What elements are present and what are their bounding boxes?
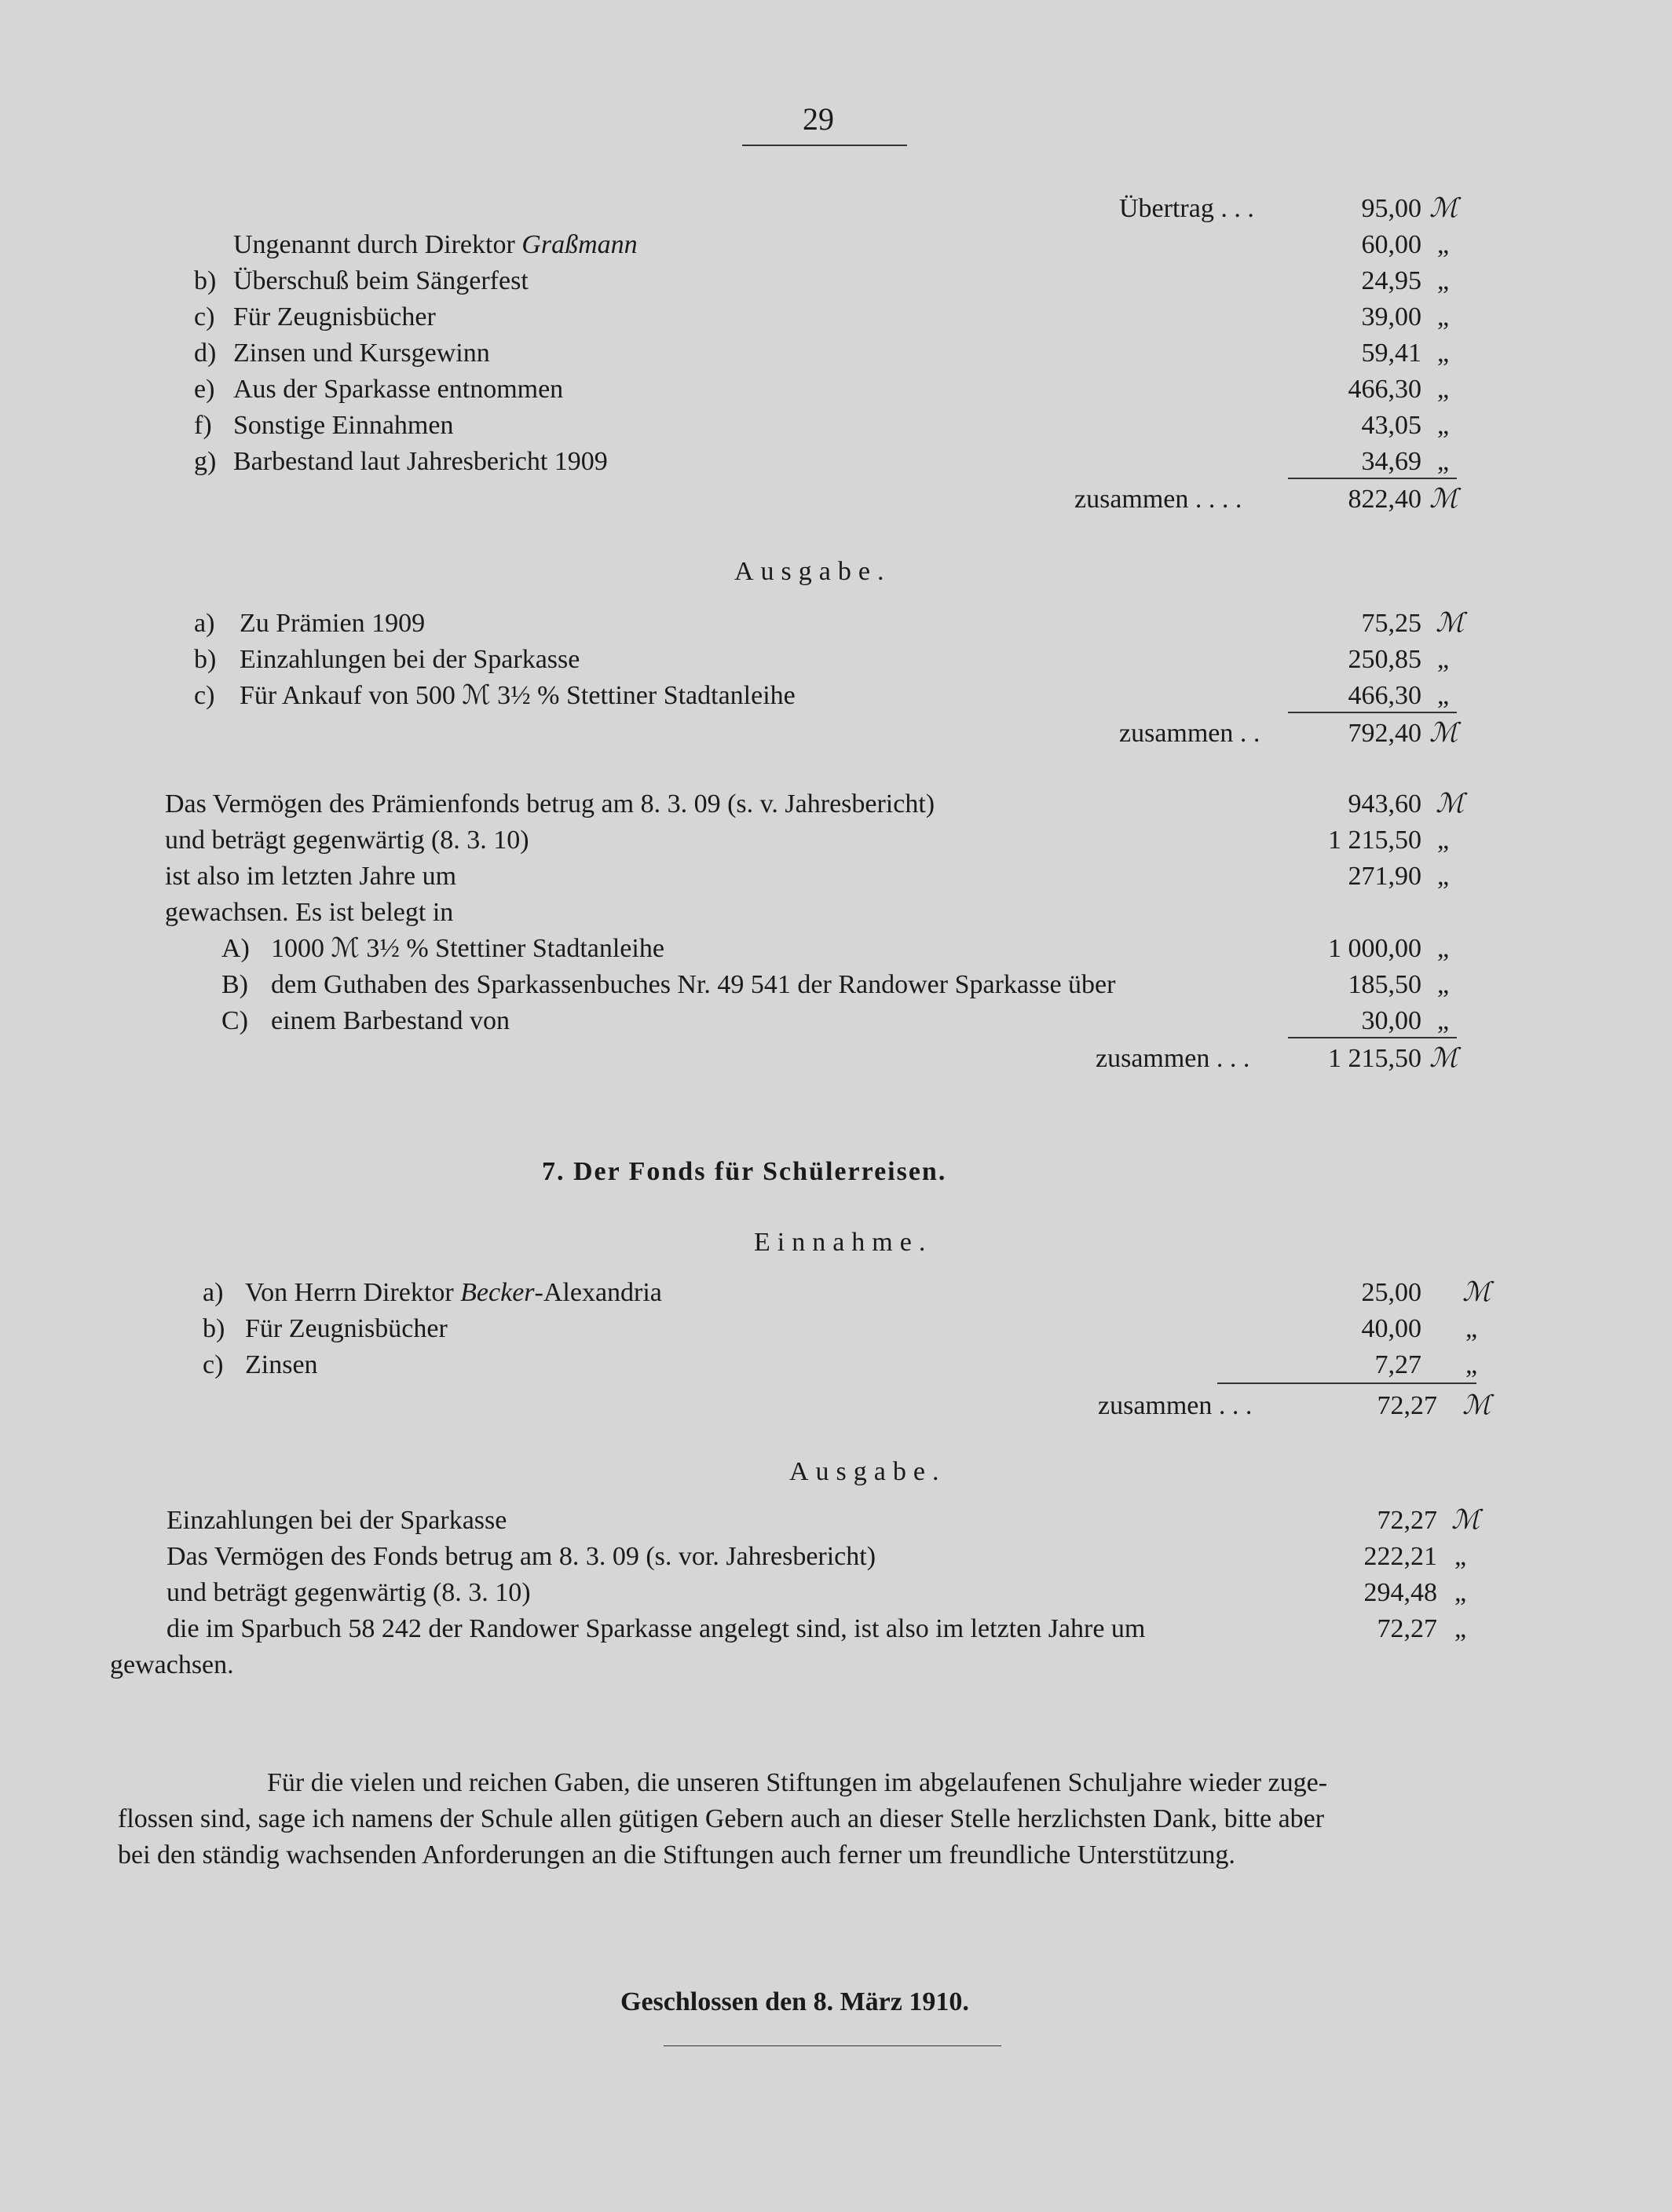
leader-dots: [528, 1312, 1280, 1346]
total-amount: 72,27: [1377, 1391, 1437, 1420]
uebertrag-amount: 95,00: [1361, 194, 1421, 223]
total-unit: ℳ: [1429, 1044, 1458, 1073]
line-label: die im Sparbuch 58 242 der Randower Sparkasse angelegt sind, ist also im letzten Jahre um: [166, 1614, 1146, 1643]
total-label: zusammen . . .: [1096, 1044, 1250, 1073]
item-amount: 40,00: [1361, 1314, 1421, 1343]
item-label: Sonstige Einnahmen: [233, 411, 454, 440]
einnahme-heading: Einnahme.: [754, 1228, 933, 1257]
item-letter: C): [221, 1006, 248, 1035]
item-unit: „: [1465, 1350, 1478, 1379]
item-unit: „: [1437, 681, 1450, 710]
leader-dots: [503, 408, 1280, 443]
item-unit: „: [1437, 645, 1450, 674]
leader-dots: [346, 1348, 1280, 1382]
item-label: Zinsen: [245, 1350, 318, 1379]
leader-dots: [777, 932, 1280, 966]
item-amount: 39,00: [1361, 302, 1421, 331]
line-unit: „: [1437, 862, 1450, 891]
sum-rule: [1288, 478, 1457, 479]
item-amount: 466,30: [1348, 681, 1421, 710]
item-unit: „: [1437, 375, 1450, 404]
item-unit: „: [1437, 447, 1450, 476]
line-amount: 222,21: [1363, 1542, 1437, 1571]
leader-dots: [546, 859, 1280, 894]
item-letter: B): [221, 970, 248, 999]
leader-dots: [585, 264, 1280, 298]
item-label: Barbestand laut Jahresbericht 1909: [233, 447, 608, 476]
leader-dots: [781, 1276, 1280, 1310]
item-amount: 43,05: [1361, 411, 1421, 440]
gewachsen-line: gewachsen.: [110, 1650, 234, 1679]
page-number-rule: [742, 145, 907, 146]
line-amount: 1 215,50: [1328, 826, 1421, 855]
line-unit: „: [1437, 826, 1450, 855]
total-label: zusammen . . . .: [1074, 485, 1242, 514]
item-letter: a): [203, 1278, 224, 1307]
item-label: dem Guthaben des Sparkassenbuches Nr. 49 541 der Randower Sparkasse über: [271, 970, 1116, 999]
page-number: 29: [803, 101, 834, 137]
line-amount: 72,27: [1377, 1506, 1437, 1535]
line-unit: ℳ: [1436, 789, 1465, 819]
leader-dots: [483, 300, 1280, 335]
leader-dots: [471, 606, 1280, 641]
item-label: einem Barbestand von: [271, 1006, 510, 1035]
total-unit: ℳ: [1462, 1391, 1491, 1420]
closing-rule: [664, 2045, 1001, 2046]
line-unit: ℳ: [1451, 1506, 1480, 1535]
item-amount: 185,50: [1348, 970, 1421, 999]
line-amount: 72,27: [1377, 1614, 1437, 1643]
item-letter: b): [203, 1314, 225, 1343]
item-label: 1000 ℳ 3½ % Stettiner Stadtanleihe: [271, 934, 664, 963]
belegt-line: gewachsen. Es ist belegt in: [165, 898, 454, 927]
leader-dots: [660, 372, 1280, 407]
item-label: Ungenannt durch Direktor Graßmann: [233, 230, 638, 259]
line-label: und beträgt gegenwärtig (8. 3. 10): [165, 826, 529, 855]
leader-dots: [581, 1503, 1280, 1538]
item-amount: 60,00: [1361, 230, 1421, 259]
line-label: ist also im letzten Jahre um: [165, 862, 457, 891]
leader-dots: [656, 643, 1280, 677]
item-letter: A): [221, 934, 250, 963]
leader-dots: [699, 445, 1280, 479]
item-label: Für Zeugnisbücher: [245, 1314, 448, 1343]
ausgabe-heading-2: Ausgabe.: [789, 1457, 946, 1486]
uebertrag-unit: ℳ: [1429, 194, 1458, 223]
total-amount: 822,40: [1348, 485, 1421, 514]
item-letter: d): [194, 339, 217, 368]
item-amount: 466,30: [1348, 375, 1421, 404]
item-label: Zu Prämien 1909: [240, 609, 426, 638]
item-amount: 34,69: [1361, 447, 1421, 476]
item-unit: „: [1465, 1314, 1478, 1343]
item-unit: ℳ: [1436, 609, 1465, 638]
line-unit: „: [1454, 1614, 1467, 1643]
item-amount: 24,95: [1361, 266, 1421, 295]
line-unit: „: [1454, 1578, 1467, 1607]
sum-rule: [1288, 712, 1457, 713]
total-amount: 1 215,50: [1328, 1044, 1421, 1073]
item-unit: „: [1437, 934, 1450, 963]
thanks-line-3: bei den ständig wachsenden Anforderungen an die Stiftungen auch ferner um freundliche Unterstützung.: [118, 1840, 1235, 1870]
item-label: Aus der Sparkasse entnommen: [233, 375, 564, 404]
total-unit: ℳ: [1429, 719, 1458, 748]
item-letter: c): [194, 681, 215, 710]
line-label: Einzahlungen bei der Sparkasse: [166, 1506, 507, 1535]
sum-rule: [1288, 1037, 1457, 1038]
item-label: Für Zeugnisbücher: [233, 302, 436, 331]
item-letter: b): [194, 266, 217, 295]
line-amount: 294,48: [1363, 1578, 1437, 1607]
item-letter: f): [194, 411, 212, 440]
closing-line: Geschlossen den 8. März 1910.: [620, 1987, 969, 2016]
leader-dots: [620, 1576, 1280, 1610]
item-label: Zinsen und Kursgewinn: [233, 339, 490, 368]
item-amount: 1 000,00: [1328, 934, 1421, 963]
item-unit: „: [1437, 266, 1450, 295]
total-amount: 792,40: [1348, 719, 1421, 748]
section-heading: 7. Der Fonds für Schülerreisen.: [542, 1157, 947, 1186]
line-label: und beträgt gegenwärtig (8. 3. 10): [166, 1578, 531, 1607]
item-letter: c): [194, 302, 215, 331]
item-amount: 25,00: [1361, 1278, 1421, 1307]
item-label: Überschuß beim Sängerfest: [233, 266, 529, 295]
item-letter: e): [194, 375, 215, 404]
total-label: zusammen . .: [1119, 719, 1260, 748]
total-unit: ℳ: [1429, 485, 1458, 514]
item-amount: 30,00: [1361, 1006, 1421, 1035]
line-label: Das Vermögen des Prämienfonds betrug am 8. 3. 09 (s. v. Jahresbericht): [165, 789, 935, 819]
item-unit: „: [1437, 1006, 1450, 1035]
item-unit: „: [1437, 230, 1450, 259]
item-letter: a): [194, 609, 215, 638]
sum-rule: [1217, 1382, 1476, 1384]
item-unit: „: [1437, 302, 1450, 331]
leader-dots: [738, 228, 1280, 262]
ausgabe-heading: Ausgabe.: [734, 557, 891, 586]
item-unit: „: [1437, 339, 1450, 368]
thanks-line-1: Für die vielen und reichen Gaben, die unseren Stiftungen im abgelaufenen Schuljahre wieder zuge-: [267, 1768, 1328, 1797]
item-amount: 75,25: [1361, 609, 1421, 638]
leader-dots: [620, 823, 1280, 858]
line-unit: „: [1454, 1542, 1467, 1571]
leader-dots: [546, 336, 1280, 371]
line-label: Das Vermögen des Fonds betrug am 8. 3. 09 (s. vor. Jahresbericht): [166, 1542, 876, 1571]
item-label: Einzahlungen bei der Sparkasse: [240, 645, 580, 674]
item-label: Für Ankauf von 500 ℳ 3½ % Stettiner Stadtanleihe: [240, 681, 796, 710]
item-unit: ℳ: [1462, 1278, 1491, 1307]
total-label: zusammen . . .: [1098, 1391, 1253, 1420]
item-label: Von Herrn Direktor Becker-Alexandria: [245, 1278, 662, 1307]
item-amount: 59,41: [1361, 339, 1421, 368]
leader-dots: [577, 1004, 1280, 1038]
item-letter: c): [203, 1350, 224, 1379]
item-unit: „: [1437, 411, 1450, 440]
line-amount: 271,90: [1348, 862, 1421, 891]
item-amount: 7,27: [1374, 1350, 1421, 1379]
uebertrag-label: Übertrag . . .: [1119, 194, 1254, 223]
item-letter: g): [194, 447, 217, 476]
item-unit: „: [1437, 970, 1450, 999]
thanks-line-2: flossen sind, sage ich namens der Schule allen gütigen Gebern auch an dieser Stelle herzlichsten Dank, bitte aber: [118, 1804, 1325, 1833]
item-letter: b): [194, 645, 217, 674]
item-amount: 250,85: [1348, 645, 1421, 674]
line-amount: 943,60: [1348, 789, 1421, 819]
